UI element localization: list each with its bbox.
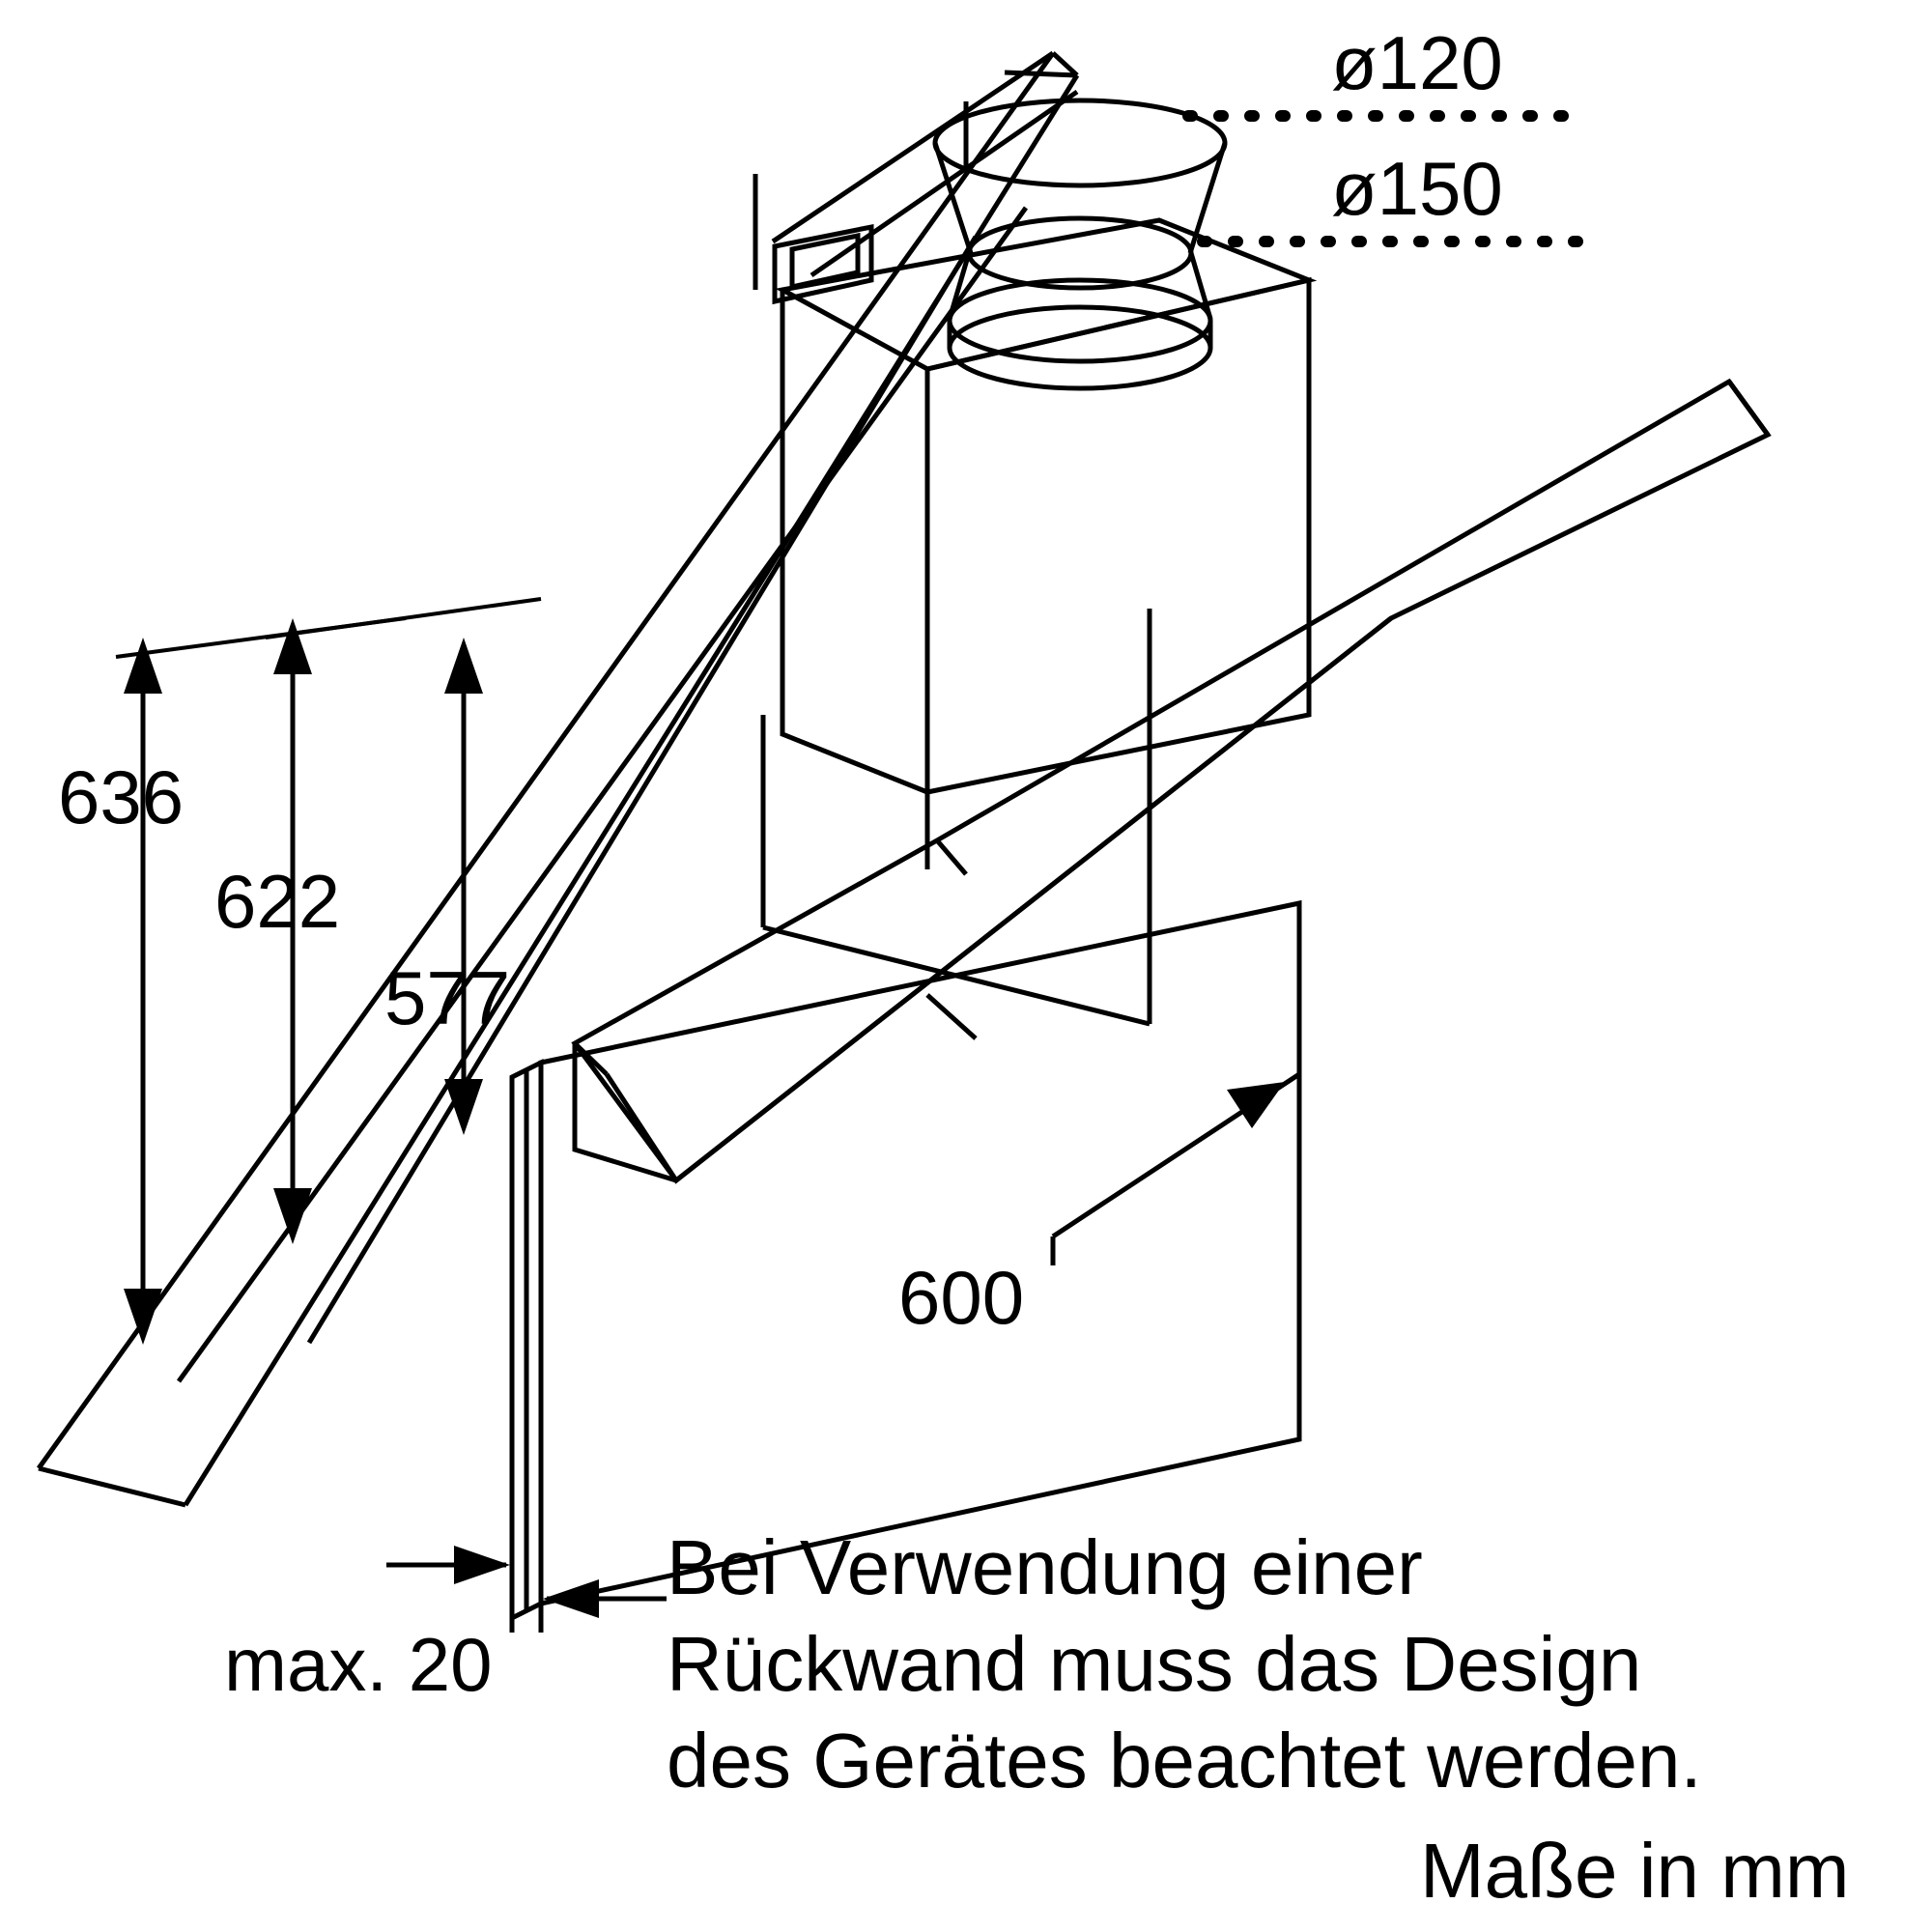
dim-extension-lines bbox=[116, 599, 541, 657]
chimney-box bbox=[782, 220, 1309, 792]
note-line-3: des Gerätes beachtet werden. bbox=[667, 1718, 1702, 1804]
label-duct-120: ø120 bbox=[1331, 20, 1503, 105]
dim-line-600 bbox=[1053, 1082, 1285, 1265]
canopy bbox=[575, 382, 1768, 1180]
label-dim-622: 622 bbox=[214, 859, 341, 944]
label-dim-577: 577 bbox=[384, 955, 511, 1040]
duct-outlet bbox=[935, 100, 1225, 388]
note-line-1: Bei Verwendung einer bbox=[667, 1524, 1423, 1610]
label-duct-150: ø150 bbox=[1331, 146, 1503, 231]
label-dim-636: 636 bbox=[58, 754, 185, 839]
label-dim-max-20: max. 20 bbox=[224, 1622, 493, 1707]
note-line-2: Rückwand muss das Design bbox=[667, 1621, 1642, 1707]
label-dim-600: 600 bbox=[898, 1255, 1025, 1340]
dim-line-636 bbox=[124, 638, 162, 1345]
unit-note: Maße in mm bbox=[1420, 1828, 1850, 1914]
